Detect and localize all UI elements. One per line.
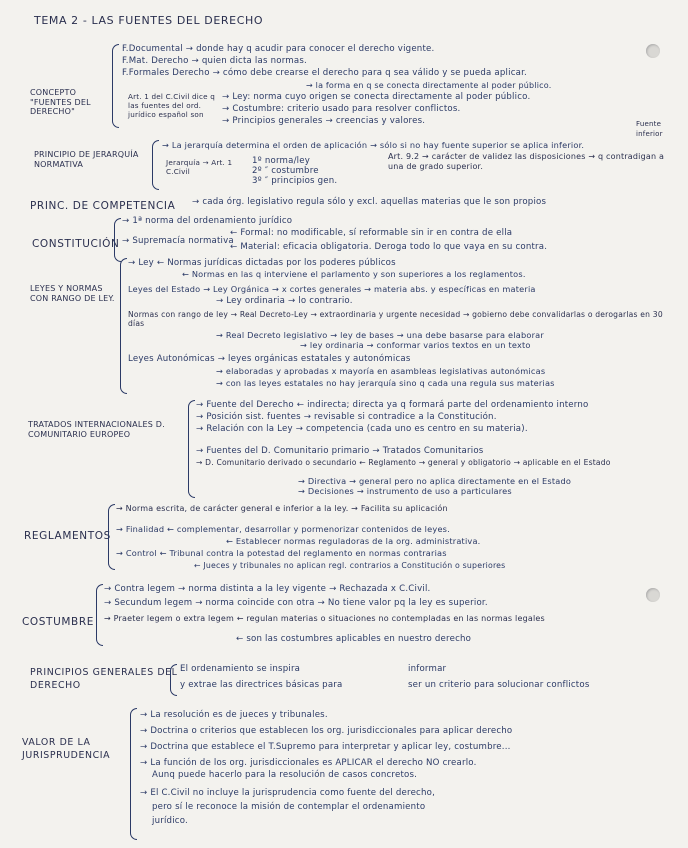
note-line: → Control ← Tribunal contra la potestad del reglamento en normas contrarias (116, 548, 447, 558)
note-line: → Costumbre: criterio usado para resolver conflictos. (222, 104, 461, 114)
note-side: Art. 1 del C.Civil dice q las fuentes del ord. jurídico español son (128, 92, 216, 119)
note-line: → Posición sist. fuentes → revisable si contradice a la Constitución. (196, 412, 497, 422)
note-line: → 1ª norma del ordenamiento jurídico (122, 216, 293, 226)
note-side: Fuente inferior (636, 120, 663, 138)
section-heading-costumbre: COSTUMBRE (22, 616, 94, 628)
note-line: → El C.Civil no incluye la jurisprudencia como fuente del derecho, (140, 788, 436, 798)
note-side: Jerarquía → Art. 1 C.Civil (166, 158, 233, 176)
binder-hole (646, 588, 660, 602)
section-heading-jerarquia: PRINCIPIO DE JERARQUÍA NORMATIVA (34, 150, 139, 169)
note-line: → La jerarquía determina el orden de aplicación → sólo si no hay fuente superior se aplica inferior. (162, 140, 585, 150)
section-heading-constitucion: CONSTITUCIÓN (32, 238, 120, 250)
note-line: → Ley ordinaria → lo contrario. (216, 296, 353, 306)
note-line: ser un criterio para solucionar conflictos (408, 680, 590, 690)
note-line: → D. Comunitario derivado o secundario ← Reglamento → general y obligatorio → aplicable en el Estado (196, 458, 611, 467)
note-line: informar (408, 664, 447, 674)
note-line: 3º ″ principios gen. (252, 176, 338, 186)
brace (130, 708, 137, 840)
note-line: Leyes del Estado → Ley Orgánica → x cortes generales → materia abs. y específicas en materia (128, 284, 536, 294)
note-line: 1º norma/ley (252, 156, 311, 166)
brace (112, 44, 119, 128)
note-line: → Supremacía normativa (122, 236, 234, 246)
note-line: → Contra legem → norma distinta a la ley vigente → Rechazada x C.Civil. (104, 584, 431, 594)
note-line: → Ley ← Normas jurídicas dictadas por los poderes públicos (128, 258, 396, 268)
note-line: → Decisiones → instrumento de uso a particulares (298, 486, 512, 496)
note-line: Aunq puede hacerlo para la resolución de casos concretos. (152, 770, 418, 780)
binder-hole (646, 44, 660, 58)
brace (120, 258, 127, 394)
page-title: TEMA 2 - LAS FUENTES DEL DERECHO (34, 14, 264, 27)
note-line: ← Material: eficacia obligatoria. Deroga todo lo que vaya en su contra. (230, 242, 548, 252)
note-line: → Secundum legem → norma coincide con otra → No tiene valor pq la ley es superior. (104, 598, 488, 608)
section-heading-concepto: CONCEPTO "FUENTES DEL DERECHO" (30, 88, 91, 116)
note-line: pero sí le reconoce la misión de contemplar el ordenamiento (152, 802, 426, 812)
note-line: → Directiva → general pero no aplica directamente en el Estado (298, 476, 572, 486)
note-line: → Real Decreto legislativo → ley de bases → una debe basarse para elaborar (216, 330, 544, 340)
brace (96, 584, 103, 646)
note-line: → Doctrina o criterios que establecen los org. jurisdiccionales para aplicar derecho (140, 726, 513, 736)
note-line: ← Establecer normas reguladoras de la org. administrativa. (226, 536, 481, 546)
note-line: → ley ordinaria → conformar varios textos en un texto (300, 340, 531, 350)
note-line: ← son las costumbres aplicables en nuestro derecho (236, 634, 472, 644)
brace (114, 218, 121, 262)
note-line: → Principios generales → creencias y valores. (222, 116, 426, 126)
section-heading-jurisprudencia: VALOR DE LA JURISPRUDENCIA (22, 737, 111, 761)
note-line: Leyes Autonómicas → leyes orgánicas estatales y autonómicas (128, 354, 411, 364)
brace (188, 400, 195, 498)
note-line: jurídico. (152, 816, 188, 826)
note-line: → Ley: norma cuyo origen se conecta directamente al poder público. (222, 92, 531, 102)
note-line: F.Documental → donde hay q acudir para conocer el derecho vigente. (122, 44, 435, 54)
note-line: ← Normas en las q interviene el parlamento y son superiores a los reglamentos. (182, 269, 526, 279)
note-line: → la forma en q se conecta directamente al poder público. (306, 81, 552, 90)
brace (108, 504, 115, 570)
section-heading-tratados: TRATADOS INTERNACIONALES D. COMUNITARIO EUROPEO (28, 420, 165, 439)
note-line: F.Mat. Derecho → quien dicta las normas. (122, 56, 307, 66)
note-line: ← Jueces y tribunales no aplican regl. contrarios a Constitución o superiores (194, 561, 506, 570)
note-line: y extrae las directrices básicas para (180, 680, 343, 690)
note-line: → elaboradas y aprobadas x mayoría en asambleas legislativas autonómicas (216, 366, 546, 376)
note-line: → Fuente del Derecho ← indirecta; directa ya q formará parte del ordenamiento interno (196, 400, 589, 410)
section-heading-competencia: PRINC. DE COMPETENCIA (30, 200, 176, 212)
note-line: F.Formales Derecho → cómo debe crearse el derecho para q sea válido y se pueda aplicar. (122, 68, 527, 78)
section-heading-reglamentos: REGLAMENTOS (24, 530, 111, 542)
note-line: → La función de los org. jurisdiccionales es APLICAR el derecho NO crearlo. (140, 758, 477, 768)
note-line: 2º ″ costumbre (252, 166, 319, 176)
note-line: → Finalidad ← complementar, desarrollar y pormenorizar contenidos de leyes. (116, 524, 450, 534)
brace (170, 664, 177, 696)
note-line: → Norma escrita, de carácter general e inferior a la ley. → Facilita su aplicación (116, 504, 448, 513)
note-line: → cada órg. legislativo regula sólo y excl. aquellas materias que le son propios (192, 197, 547, 207)
note-line: ← Formal: no modificable, sí reformable sin ir en contra de ella (230, 228, 513, 238)
section-heading-principios: PRINCIPIOS GENERALES DEL DERECHO (30, 667, 178, 691)
brace (152, 140, 159, 190)
note-line: El ordenamiento se inspira (180, 664, 301, 674)
note-line: → Relación con la Ley → competencia (cada uno es centro en su materia). (196, 424, 528, 434)
note-line: Normas con rango de ley → Real Decreto-Ley → extraordinaria y urgente necesidad → gobierno debe convalidarlas o derogarlas en 30 días (128, 310, 663, 328)
note-line: → Doctrina que establece el T.Supremo para interpretar y aplicar ley, costumbre... (140, 742, 511, 752)
note-line: → La resolución es de jueces y tribunales. (140, 710, 328, 720)
note-line: Art. 9.2 → carácter de validez las disposiciones → q contradigan a una de grado superior. (388, 152, 665, 171)
section-heading-leyes: LEYES Y NORMAS CON RANGO DE LEY. (30, 284, 115, 303)
note-line: → con las leyes estatales no hay jerarquía sino q cada una regula sus materias (216, 378, 555, 388)
note-line: → Fuentes del D. Comunitario primario → Tratados Comunitarios (196, 446, 484, 456)
note-line: → Praeter legem o extra legem ← regulan materias o situaciones no contempladas en las normas legales (104, 614, 545, 623)
